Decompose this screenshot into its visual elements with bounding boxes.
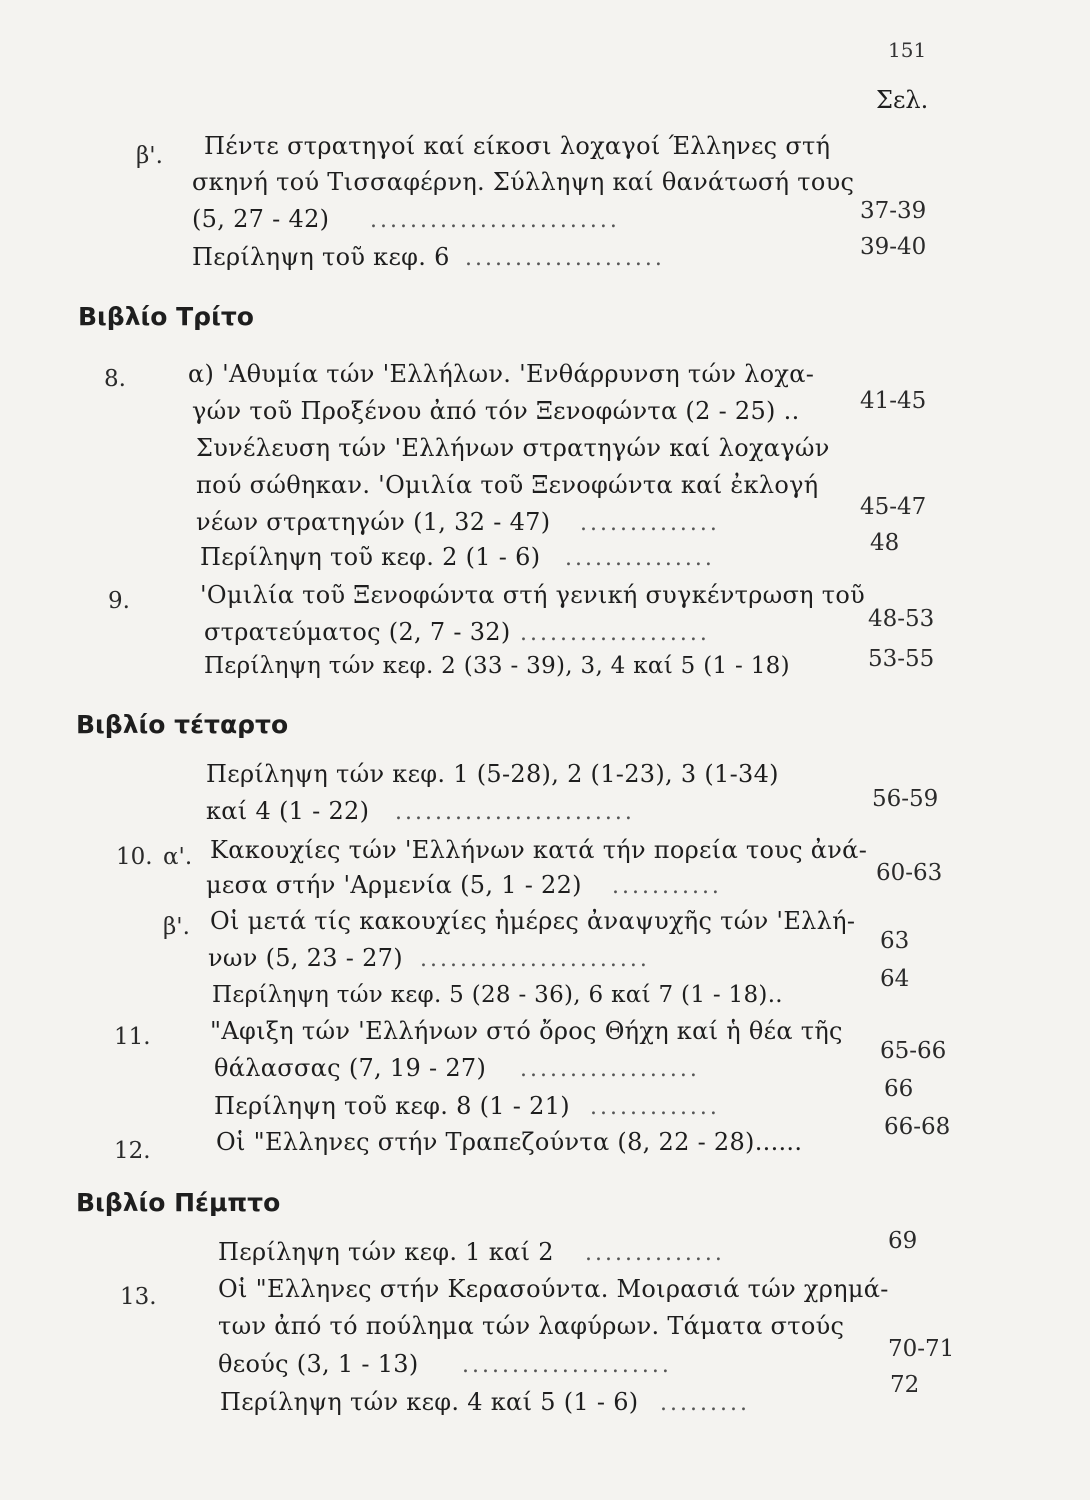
page-range: 60-63 — [876, 860, 943, 886]
page-range: 56-59 — [872, 786, 939, 812]
entry-text: σκηνή τού Τισσαφέρνη. Σύλληψη καί θανάτωσή τους — [192, 168, 855, 196]
dot-leader: .............. — [580, 511, 720, 536]
entry-text: μεσα στήν 'Αρμενία (5, 1 - 22) — [206, 871, 582, 899]
page-range: 39-40 — [860, 234, 927, 260]
dot-leader: ................... — [520, 621, 710, 646]
dot-leader: ......................... — [370, 208, 620, 233]
entry-text: Περίληψη τών κεφ. 5 (28 - 36), 6 καί 7 (1 - 18).. — [212, 982, 783, 1008]
entry-label: α'. — [163, 844, 193, 870]
page-range: 65-66 — [880, 1038, 947, 1064]
entry-text: Περίληψη τών κεφ. 2 (33 - 39), 3, 4 καί 5 (1 - 18) — [204, 653, 790, 679]
section-heading-book-3: Βιβλίο Τρίτο — [78, 302, 254, 331]
page-range: 48 — [870, 530, 900, 556]
entry-text: Περίληψη τοῦ κεφ. 2 (1 - 6) — [200, 543, 541, 571]
entry-text: πού σώθηκαν. 'Ομιλία τοῦ Ξενοφώντα καί ἐκλογή — [196, 471, 819, 499]
entry-text: των ἀπό τό πούλημα τών λαφύρων. Τάματα στούς — [218, 1312, 845, 1340]
page-range: 69 — [888, 1228, 918, 1254]
entry-text: Περίληψη τών κεφ. 4 καί 5 (1 - 6) — [220, 1388, 639, 1416]
page-range: 45-47 — [860, 494, 927, 520]
dot-leader: ........................ — [395, 800, 635, 825]
dot-leader: .................. — [520, 1057, 700, 1082]
entry-number: 10. — [116, 844, 153, 870]
page-range: 37-39 — [860, 198, 927, 224]
pages-column-header: Σελ. — [876, 86, 929, 114]
dot-leader: ............... — [565, 546, 715, 571]
entry-text: θεούς (3, 1 - 13) — [218, 1350, 419, 1378]
entry-text: θάλασσας (7, 19 - 27) — [214, 1054, 487, 1082]
entry-text: Περίληψη τοῦ κεφ. 6 — [192, 243, 450, 271]
entry-text: Οἱ "Ελληνες στήν Κερασούντα. Μοιρασιά τών χρημά- — [218, 1275, 889, 1303]
entry-number: 13. — [120, 1284, 157, 1310]
page-number: 151 — [888, 38, 927, 62]
section-heading-book-4: Βιβλίο τέταρτο — [76, 710, 289, 739]
page-range: 66 — [884, 1076, 914, 1102]
entry-text: Οἱ μετά τίς κακουχίες ἡμέρες ἀναψυχῆς τών 'Ελλή- — [210, 907, 856, 935]
page-range: 70-71 — [888, 1336, 955, 1362]
entry-number: 8. — [104, 366, 126, 392]
page-range: 66-68 — [884, 1114, 951, 1140]
entry-text: Συνέλευση τών 'Ελλήνων στρατηγών καί λοχαγών — [196, 434, 830, 462]
entry-label: β'. — [163, 914, 190, 940]
entry-text: α) 'Αθυμία τών 'Ελλήλων. 'Ενθάρρυνση τών λοχα- — [188, 360, 815, 388]
entry-text: νων (5, 23 - 27) — [208, 944, 403, 972]
entry-text: (5, 27 - 42) — [192, 205, 330, 233]
page-range: 64 — [880, 966, 910, 992]
entry-text: 'Ομιλία τοῦ Ξενοφώντα στή γενική συγκέντρωση τοῦ — [200, 581, 865, 609]
dot-leader: .................... — [465, 246, 665, 271]
entry-text: Περίληψη τών κεφ. 1 (5-28), 2 (1-23), 3 (1-34) — [206, 760, 779, 788]
page-range: 41-45 — [860, 388, 927, 414]
entry-text: "Αφιξη τών 'Ελλήνων στό ὄρος Θήχη καί ἡ θέα τῆς — [210, 1017, 843, 1045]
dot-leader: ..................... — [462, 1353, 672, 1378]
dot-leader: ......... — [660, 1391, 750, 1416]
entry-text: καί 4 (1 - 22) — [206, 797, 370, 825]
entry-text: στρατεύματος (2, 7 - 32) — [204, 618, 511, 646]
entry-text: Οἱ "Ελληνες στήν Τραπεζούντα (8, 22 - 28)...... — [216, 1128, 803, 1156]
entry-number: 9. — [108, 588, 130, 614]
dot-leader: ............. — [590, 1095, 720, 1120]
dot-leader: ....................... — [420, 947, 650, 972]
entry-text: Περίληψη τών κεφ. 1 καί 2 — [218, 1238, 554, 1266]
dot-leader: ........... — [612, 874, 722, 899]
entry-text: Κακουχίες τών 'Ελλήνων κατά τήν πορεία τους ἀνά- — [210, 836, 868, 864]
entry-text: Περίληψη τοῦ κεφ. 8 (1 - 21) — [214, 1092, 570, 1120]
page-range: 72 — [890, 1372, 920, 1398]
entry-text: γών τοῦ Προξένου ἀπό τόν Ξενοφώντα (2 - 25) .. — [192, 397, 800, 425]
page-range: 48-53 — [868, 606, 935, 632]
entry-label: β'. — [136, 143, 163, 169]
section-heading-book-5: Βιβλίο Πέμπτο — [76, 1188, 281, 1217]
entry-text: Πέντε στρατηγοί καί είκοσι λοχαγοί Έλληνες στή — [204, 132, 831, 160]
entry-text: νέων στρατηγών (1, 32 - 47) — [196, 508, 551, 536]
page-range: 63 — [880, 928, 910, 954]
dot-leader: .............. — [585, 1241, 725, 1266]
entry-number: 11. — [114, 1024, 151, 1050]
entry-number: 12. — [114, 1138, 151, 1164]
page-range: 53-55 — [868, 646, 935, 672]
